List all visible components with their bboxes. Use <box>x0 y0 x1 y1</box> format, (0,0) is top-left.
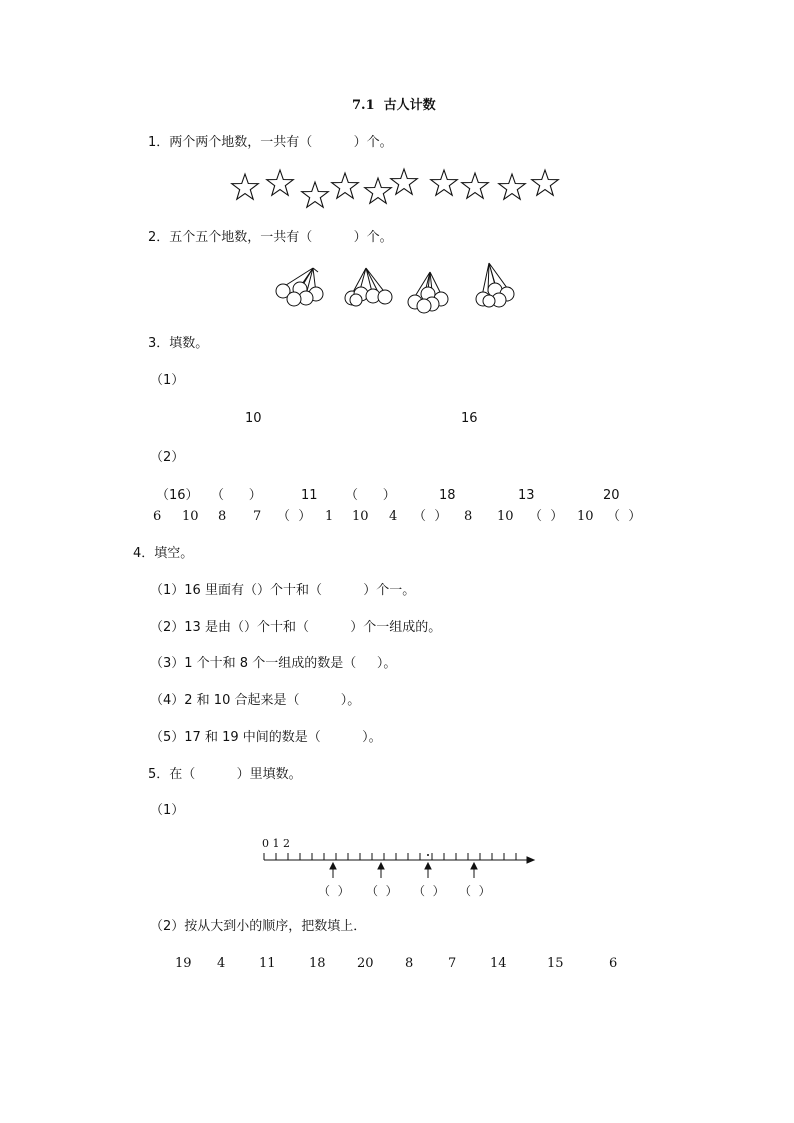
arrow-up-icon <box>425 863 431 878</box>
sequence-row-1-item: 18 <box>439 488 456 503</box>
fill-blank-item: （2）13 是由（）个十和（ ）个一组成的。 <box>150 620 442 635</box>
sequence-row-2-item: 1 <box>325 509 334 524</box>
question-5-part-2-label: （2）按从大到小的顺序，把数填上． <box>150 919 367 934</box>
sequence-row-1-item: （ ） <box>345 488 396 503</box>
question-5-text: 5．在（ ）里填数。 <box>148 767 302 782</box>
sequence-row-2-item: 10 <box>352 509 369 524</box>
ruler-start-labels: 0 1 2 <box>262 837 290 850</box>
sequence-row-2-item: 10 <box>182 509 199 524</box>
sequence-row-1-item: 13 <box>518 488 535 503</box>
sequence-row-2-item: （ ） <box>277 509 312 524</box>
number-line-blank: （ ） <box>318 884 350 898</box>
question-1-text: 1．两个两个地数，一共有（ ）个。 <box>148 135 393 150</box>
number-item: 6 <box>609 956 618 971</box>
fill-blank-item: （5）17 和 19 中间的数是（ ）。 <box>150 730 382 745</box>
sequence-row-2-item: 8 <box>464 509 473 524</box>
question-2-text: 2．五个五个地数，一共有（ ）个。 <box>148 230 393 245</box>
sequence-row-2-item: 10 <box>497 509 514 524</box>
page-title: 7.1 古人计数 <box>352 98 436 113</box>
arrow-up-icon <box>378 863 384 878</box>
question-3-part-2-label: （2） <box>150 450 185 465</box>
number-line-blank: （ ） <box>366 884 398 898</box>
fill-blank-item: （1）16 里面有（）个十和（ ）个一。 <box>150 583 416 598</box>
number-item: 15 <box>547 956 564 971</box>
number-item: 14 <box>490 956 507 971</box>
sequence-row-2-item: 8 <box>218 509 227 524</box>
number-item: 7 <box>448 956 457 971</box>
number-item: 8 <box>405 956 414 971</box>
number-16: 16 <box>461 411 478 426</box>
sequence-row-2-item: 10 <box>577 509 594 524</box>
number-10: 10 <box>245 411 262 426</box>
number-line-blank: （ ） <box>413 884 445 898</box>
question-4-text: 4．填空。 <box>133 546 194 561</box>
sequence-row-1-item: （ ） <box>211 488 262 503</box>
sequence-row-2-item: 4 <box>389 509 398 524</box>
question-3-part-1-label: （1） <box>150 373 185 388</box>
fill-blank-item: （4）2 和 10 合起来是（ ）。 <box>150 693 361 708</box>
arrow-up-icon <box>330 863 336 878</box>
arrow-up-icon <box>471 863 477 878</box>
number-item: 4 <box>217 956 226 971</box>
sequence-row-1-item: （16） <box>156 488 199 503</box>
question-5-part-1-label: （1） <box>150 803 185 818</box>
number-line-blank: （ ） <box>459 884 491 898</box>
number-item: 20 <box>357 956 374 971</box>
sequence-row-2-item: （ ） <box>413 509 448 524</box>
sequence-row-1-item: 11 <box>301 488 318 503</box>
number-item: 18 <box>309 956 326 971</box>
question-3-text: 3．填数。 <box>148 336 209 351</box>
sequence-row-2-item: （ ） <box>607 509 642 524</box>
sequence-row-2-item: （ ） <box>529 509 564 524</box>
number-item: 11 <box>259 956 276 971</box>
sequence-row-2-item: 7 <box>253 509 262 524</box>
fill-blank-item: （3）1 个十和 8 个一组成的数是（ ）。 <box>150 656 397 671</box>
number-item: 19 <box>175 956 192 971</box>
sequence-row-1-item: 20 <box>603 488 620 503</box>
sequence-row-2-item: 6 <box>153 509 162 524</box>
